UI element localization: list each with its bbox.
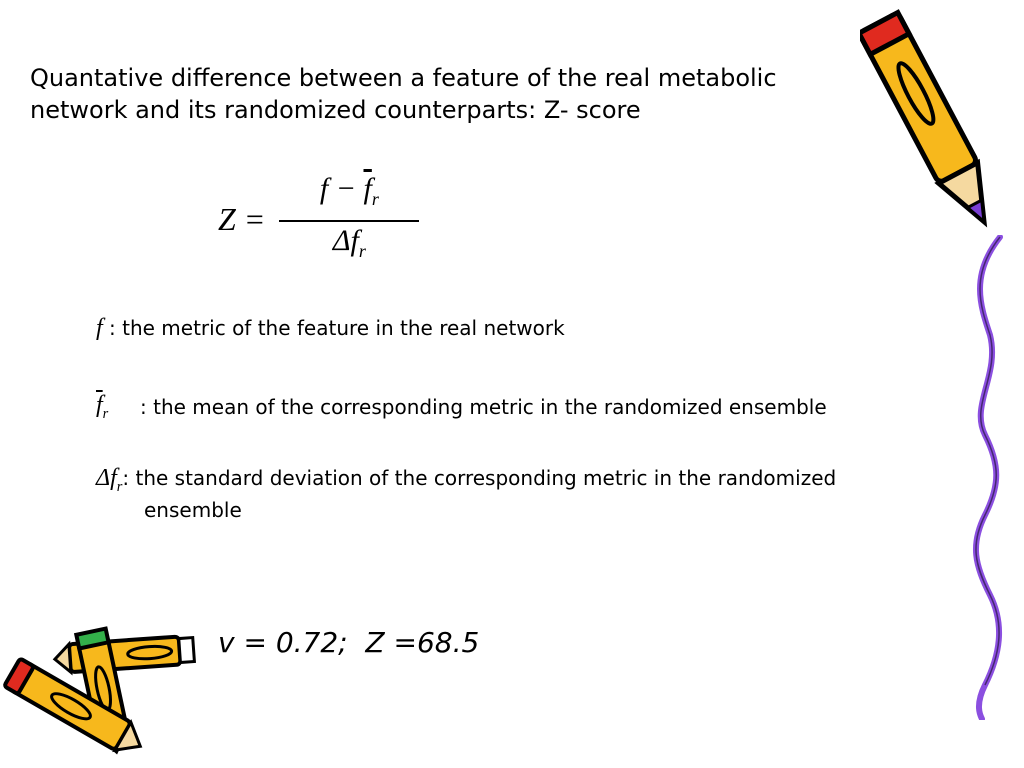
symbol-f: f — [96, 315, 103, 341]
z-score-formula — [218, 172, 419, 268]
formula-fraction — [279, 172, 419, 268]
definition-fbar — [96, 392, 827, 423]
definition-f — [96, 315, 565, 342]
delta-sub: r — [116, 478, 123, 495]
denominator-sub: r — [358, 240, 366, 261]
numerator-f: f — [319, 172, 329, 205]
title-line-1: Quantative difference between a feature of the real metabolic — [30, 64, 777, 92]
definition-fbar-text: : the mean of the corresponding metric in the randomized ensemble — [140, 395, 827, 420]
title-line-2: network and its randomized counterparts: Z- score — [30, 96, 641, 124]
formula-numerator — [316, 172, 383, 220]
definition-delta-text-2: ensemble — [144, 497, 242, 522]
slide-title — [30, 62, 830, 126]
formula-denominator — [333, 222, 366, 268]
definition-delta-text-1: : the standard deviation of the corresponding metric in the randomized — [122, 466, 837, 490]
denominator-delta-f: Δf — [332, 223, 359, 257]
numerator-fbar: $\overline{f}$ — [363, 172, 372, 205]
result-line: v = 0.72; Z =68.5 — [218, 626, 480, 659]
fbar-letter: $\overline{f}$ — [96, 392, 103, 418]
symbol-delta-f — [96, 465, 122, 496]
definition-delta — [96, 465, 956, 522]
delta-letter: Δf — [96, 465, 117, 491]
definition-f-text: : the metric of the feature in the real network — [102, 316, 565, 340]
squiggle-line-icon — [960, 235, 1024, 720]
pencils-cluster-icon — [0, 618, 210, 758]
pencil-icon — [860, 0, 1000, 245]
formula-lhs: Z = — [218, 201, 266, 238]
fbar-sub: r — [102, 405, 109, 422]
numerator-sub: r — [371, 189, 379, 209]
numerator-minus: − — [328, 172, 364, 205]
symbol-fbar — [96, 392, 130, 423]
